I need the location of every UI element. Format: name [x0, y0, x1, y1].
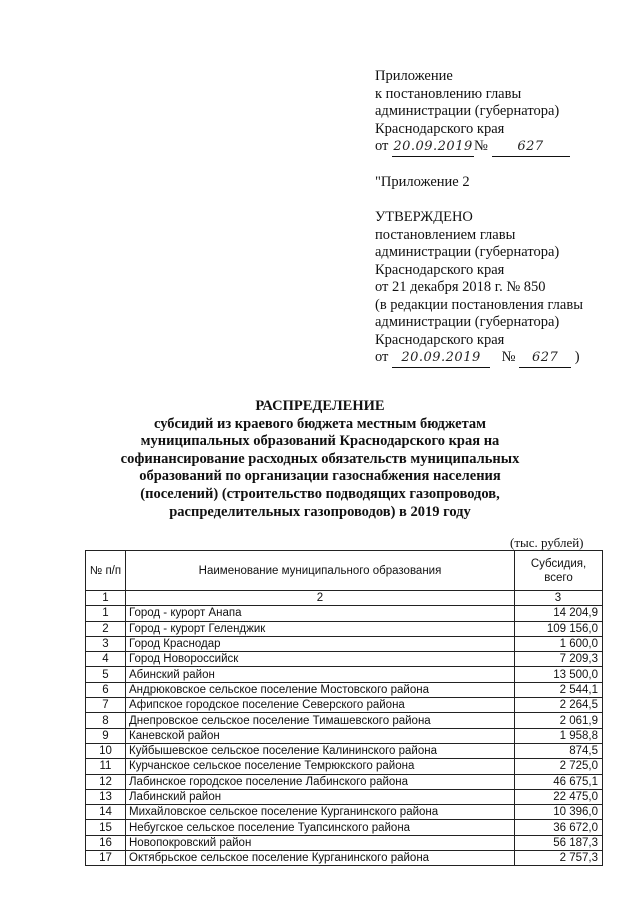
- document-title: [100, 398, 540, 521]
- table-row: [86, 621, 603, 636]
- row-number: 12: [86, 774, 126, 789]
- table-row: [86, 820, 603, 835]
- row-name: Новопокровский район: [126, 835, 515, 850]
- row-name: Город Новороссийск: [126, 652, 515, 667]
- row-sum: 22 475,0: [515, 789, 603, 804]
- row-name: Лабинское городское поселение Лабинского района: [126, 774, 515, 789]
- row-sum: 874,5: [515, 743, 603, 758]
- row-number: 10: [86, 743, 126, 758]
- column-index: 2: [126, 591, 515, 606]
- table-row: [86, 667, 603, 682]
- table-row: [86, 789, 603, 804]
- row-name: Октябрьское сельское поселение Курганинского района: [126, 851, 515, 866]
- row-sum: 7 209,3: [515, 652, 603, 667]
- header-name-col: Наименование муниципального образования: [126, 551, 515, 591]
- row-sum: 2 757,3: [515, 851, 603, 866]
- row-name: Город - курорт Анапа: [126, 606, 515, 621]
- row-sum: 56 187,3: [515, 835, 603, 850]
- title-line: софинансирование расходных обязательств муниципальных: [120, 450, 520, 467]
- header-date-line: [375, 138, 570, 157]
- header-block: [375, 68, 570, 157]
- row-sum: 46 675,1: [515, 774, 603, 789]
- column-index-row: [86, 591, 603, 606]
- header-line: к постановлению главы: [375, 85, 522, 102]
- row-number: 6: [86, 682, 126, 697]
- table-row: [86, 606, 603, 621]
- units-label: (тыс. рублей): [510, 535, 584, 550]
- table-row: [86, 743, 603, 758]
- row-name: Андрюковское сельское поселение Мостовского района: [126, 682, 515, 697]
- row-number: 13: [86, 789, 126, 804]
- row-number: 7: [86, 698, 126, 713]
- table-row: [86, 652, 603, 667]
- table-row: [86, 636, 603, 651]
- row-number: 14: [86, 805, 126, 820]
- header-date: 20.09.2019: [392, 138, 474, 157]
- row-name: Курчанское сельское поселение Темрюкского района: [126, 759, 515, 774]
- row-number: 2: [86, 621, 126, 636]
- row-name: Афипское городское поселение Северского района: [126, 698, 515, 713]
- title-line: образований по организации газоснабжения населения: [139, 468, 501, 485]
- appendix-2-label: "Приложение 2: [375, 174, 470, 190]
- row-sum: 10 396,0: [515, 805, 603, 820]
- approval-line: Краснодарского края: [375, 331, 505, 348]
- approval-no: №: [501, 349, 516, 365]
- table-row: [86, 698, 603, 713]
- row-sum: 2 544,1: [515, 682, 603, 697]
- row-number: 16: [86, 835, 126, 850]
- title-line: муниципальных образований Краснодарского края на: [140, 433, 500, 450]
- row-number: 9: [86, 728, 126, 743]
- table-row: [86, 728, 603, 743]
- row-name: Город Краснодар: [126, 636, 515, 651]
- row-sum: 2 264,5: [515, 698, 603, 713]
- row-sum: 2 061,9: [515, 713, 603, 728]
- approval-date-line: [375, 349, 583, 368]
- table-header-row: [86, 551, 603, 591]
- row-number: 5: [86, 667, 126, 682]
- title-line: распределительных газопроводов) в 2019 году: [169, 503, 471, 520]
- header-appendix: Приложение: [375, 68, 453, 84]
- table-row: [86, 713, 603, 728]
- header-number-col: № п/п: [86, 551, 126, 591]
- approval-line: Краснодарского края: [375, 261, 505, 278]
- approval-close: ): [574, 349, 580, 365]
- header-line: Краснодарского края: [375, 120, 505, 137]
- row-number: 1: [86, 606, 126, 621]
- row-sum: 1 958,8: [515, 728, 603, 743]
- approval-line: постановлением главы: [375, 226, 516, 243]
- title-line: субсидий из краевого бюджета местным бюджетам: [153, 415, 487, 432]
- column-index: 1: [86, 591, 126, 606]
- row-number: 17: [86, 851, 126, 866]
- row-number: 15: [86, 820, 126, 835]
- column-index: 3: [515, 591, 603, 606]
- table-row: [86, 774, 603, 789]
- row-sum: 2 725,0: [515, 759, 603, 774]
- row-number: 3: [86, 636, 126, 651]
- approval-number: 627: [519, 349, 571, 368]
- row-name: Днепровское сельское поселение Тимашевского района: [126, 713, 515, 728]
- approval-line: администрации (губернатора): [375, 314, 560, 330]
- title-line: (поселений) (строительство подводящих газопроводов,: [140, 485, 500, 502]
- row-sum: 36 672,0: [515, 820, 603, 835]
- row-name: Куйбышевское сельское поселение Калининского района: [126, 743, 515, 758]
- title-line: РАСПРЕДЕЛЕНИЕ: [255, 398, 385, 414]
- header-ot: от: [375, 138, 389, 154]
- approval-title: УТВЕРЖДЕНО: [375, 209, 473, 225]
- row-name: Лабинский район: [126, 789, 515, 804]
- table-row: [86, 682, 603, 697]
- approval-line: (в редакции постановления главы: [375, 296, 583, 313]
- row-sum: 1 600,0: [515, 636, 603, 651]
- approval-date: 20.09.2019: [392, 349, 490, 368]
- table-row: [86, 805, 603, 820]
- row-number: 4: [86, 652, 126, 667]
- subsidy-table: [85, 550, 603, 866]
- approval-line: администрации (губернатора): [375, 244, 560, 260]
- table-row: [86, 835, 603, 850]
- row-name: Город - курорт Геленджик: [126, 621, 515, 636]
- header-line: администрации (губернатора): [375, 103, 560, 119]
- row-name: Абинский район: [126, 667, 515, 682]
- approval-ot: от: [375, 349, 389, 365]
- row-number: 11: [86, 759, 126, 774]
- row-name: Каневской район: [126, 728, 515, 743]
- approval-block: [375, 209, 583, 368]
- header-sum-col: Субсидия, всего: [515, 551, 603, 591]
- header-no: №: [474, 138, 488, 154]
- row-name: Михайловское сельское поселение Курганинского района: [126, 805, 515, 820]
- row-sum: 14 204,9: [515, 606, 603, 621]
- header-number: 627: [492, 138, 570, 157]
- row-sum: 109 156,0: [515, 621, 603, 636]
- row-sum: 13 500,0: [515, 667, 603, 682]
- row-name: Небугское сельское поселение Туапсинского района: [126, 820, 515, 835]
- table-row: [86, 759, 603, 774]
- row-number: 8: [86, 713, 126, 728]
- table-row: [86, 851, 603, 866]
- approval-line: от 21 декабря 2018 г. № 850: [375, 279, 546, 295]
